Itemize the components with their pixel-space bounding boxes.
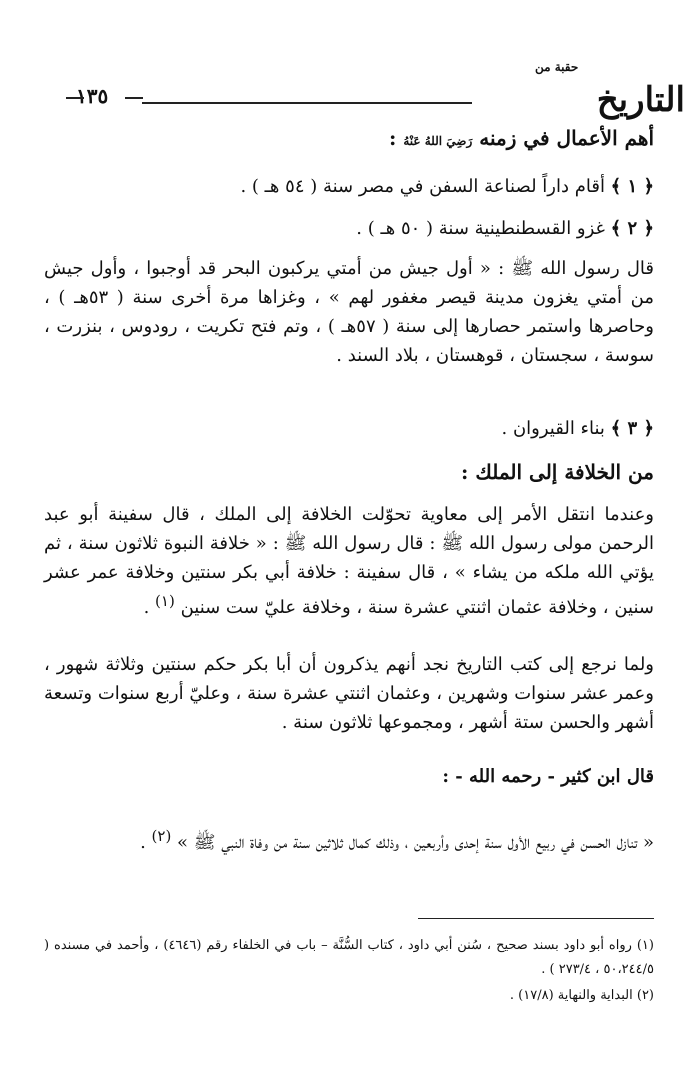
history-paragraph: ولما نرجع إلى كتب التاريخ نجد أنهم يذكرون أن أبا بكر حكم سنتين وثلاثة شهور ، وعمر عشر سنوات وشهرين ، وعثمان اثنتي عشرة سنة ، وعليّ أربع سنوات وتسعة أشهر والحسن ستة أشهر ، ومجموعها ثلاثون سنة .: [44, 654, 654, 733]
header-title: التاريخ: [596, 80, 685, 120]
header-dash: [125, 97, 143, 99]
works-heading-line: [44, 126, 654, 150]
footnote-ref-1[interactable]: (١): [155, 592, 175, 610]
footnote-2: (٢) البداية والنهاية (١٧/٨) .: [509, 988, 654, 1003]
quote-text: « تنازل الحسن في ربيع الأول سنة إحدى وأربعين ، وذلك كمال ثلاثين سنة من وفاة النبي ﷺ »: [177, 832, 654, 853]
quote-paragraph: « تنازل الحسن في ربيع الأول سنة إحدى وأربعين ، وذلك كمال ثلاثين سنة من وفاة النبي ﷺ » $^{(٢)}$ .: [140, 827, 654, 853]
header-subtitle: حقبة من: [535, 60, 579, 74]
footnote-ref-2[interactable]: (٢): [151, 827, 172, 845]
list-item-1: [44, 172, 654, 201]
item-number: ﴿ ٢ ﴾: [610, 218, 654, 239]
header-rule: [142, 102, 472, 104]
list-item-3: [44, 414, 654, 443]
caliphate-paragraph: وعندما انتقل الأمر إلى معاوية تحوّلت الخلافة إلى الملك ، قال سفينة أبو عبد الرحمن مولى رسول الله ﷺ : قال رسول الله ﷺ : « خلافة النبوة ثلاثون سنة ، ثم يؤتي الله ملكه من يشاء » ، قال سفينة : خلافة أبي بكر سنتين وخلافة عمر عشر سنين ، وخلافة عثمان اثنتي عشرة سنة ، وخلافة عليّ ست سنين $^{(١)}$ .: [44, 504, 654, 618]
ibn-kathir-line: قال ابن كثير - رحمه الله - :: [442, 766, 654, 787]
item-text: غزو القسطنطينية سنة ( ٥٠ هـ ) .: [356, 218, 611, 239]
heading-colon: :: [388, 126, 397, 150]
footnote-1: (١) رواه أبو داود بسند صحيح ، سُنن أبي داود ، كتاب السُّنَّة – باب في الخلفاء رقم (٤٦٤٦) ، وأحمد في مسنده ( ٥٠،٢٤٤/٥ ، ٢٧٣/٤ ) .: [44, 938, 654, 977]
list-item-2: [44, 214, 654, 243]
item-text: بناء القيروان .: [501, 418, 611, 439]
page-number: ١٣٥: [76, 84, 109, 108]
caliphate-text: وعندما انتقل الأمر إلى معاوية تحوّلت الخلافة إلى الملك ، قال سفينة أبو عبد الرحمن مولى رسول الله ﷺ : قال رسول الله ﷺ : « خلافة النبوة ثلاثون سنة ، ثم يؤتي الله ملكه من يشاء » ، قال سفينة : خلافة أبي بكر سنتين وخلافة عمر عشر سنين ، وخلافة عثمان اثنتي عشرة سنة ، وخلافة عليّ ست سنين: [44, 504, 654, 618]
item-number: ﴿ ١ ﴾: [610, 176, 654, 197]
page-header: [30, 52, 685, 122]
honorific: رَضِيَ اللهُ عَنْهُ: [403, 134, 473, 148]
item-text: أقام داراً لصناعة السفن في مصر سنة ( ٥٤ هـ ) .: [240, 176, 611, 197]
hadith-paragraph: قال رسول الله ﷺ : « أول جيش من أمتي يركبون البحر قد أوجبوا ، وأول جيش من أمتي يغزون مدينة قيصر مغفور لهم » ، وغزاها مرة أخرى سنة ( ٥٣هـ ) ، وحاصرها واستمر حصارها إلى سنة ( ٥٧هـ ) ، وتم فتح تكريت ، رودوس ، بنزرت ، سوسة ، سجستان ، قوهستان ، بلاد السند .: [44, 258, 654, 366]
caliphate-heading: من الخلافة إلى الملك :: [461, 460, 654, 484]
works-heading: أهم الأعمال في زمنه: [479, 126, 654, 150]
item-number: ﴿ ٣ ﴾: [610, 418, 654, 439]
header-dash: [66, 97, 84, 99]
footnote-separator: [418, 918, 654, 919]
